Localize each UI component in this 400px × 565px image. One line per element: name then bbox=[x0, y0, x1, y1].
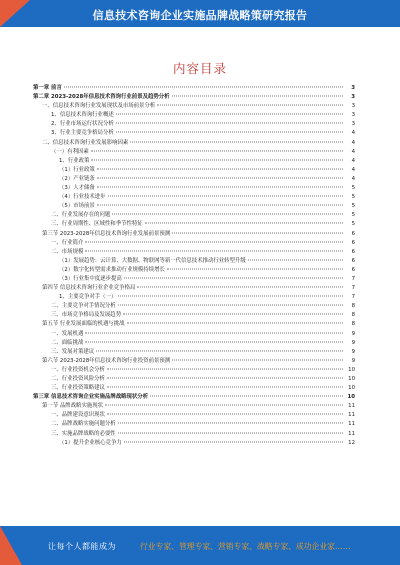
dot-leader bbox=[107, 414, 343, 415]
toc-entry[interactable] bbox=[33, 139, 355, 148]
toc-entry[interactable] bbox=[33, 166, 355, 175]
dot-leader bbox=[112, 214, 343, 215]
toc-entry-title: 第六节 2023-2028年信息技术咨询行业投资前景预测 bbox=[42, 357, 171, 364]
toc-entry-title: 二、主要竞争对手情况分析 bbox=[51, 303, 116, 310]
dot-leader bbox=[118, 305, 343, 306]
dot-leader bbox=[172, 359, 343, 360]
toc-entry-page: 3 bbox=[351, 121, 355, 128]
dot-leader bbox=[130, 141, 343, 142]
toc-entry[interactable] bbox=[33, 129, 355, 138]
toc-entry-title: 2、行业市场运行状况分析 bbox=[51, 121, 114, 128]
toc-entry-title: 二、行业发展存在的问题 bbox=[51, 212, 111, 219]
toc-entry[interactable] bbox=[33, 93, 355, 102]
toc-entry[interactable] bbox=[33, 211, 355, 220]
toc-entry-page: 11 bbox=[348, 403, 355, 410]
toc-entry[interactable] bbox=[33, 430, 355, 439]
toc-entry[interactable] bbox=[33, 293, 355, 302]
dot-leader bbox=[157, 105, 343, 106]
toc-entry-page: 12 bbox=[348, 439, 355, 446]
toc-entry-page: 4 bbox=[351, 157, 355, 164]
toc-entry[interactable] bbox=[33, 384, 355, 393]
toc-entry-title: 第二章 2023-2028年信息技术咨询行业前景及趋势分析 bbox=[33, 94, 170, 101]
toc-entry-page: 11 bbox=[348, 430, 355, 437]
toc-entry-title: 二、信息技术咨询行业发展影响因素 bbox=[42, 139, 129, 146]
toc-entry[interactable] bbox=[33, 320, 355, 329]
toc-entry-page: 6 bbox=[351, 248, 355, 255]
toc-entry-title: 第三章 信息技术咨询企业实施品牌战略现状分析 bbox=[33, 394, 149, 401]
toc-entry-title: 二、面临挑战 bbox=[51, 339, 84, 346]
toc-entry-title: （2）产业链条 bbox=[59, 175, 95, 182]
dot-leader bbox=[123, 314, 343, 315]
toc-entry-page: 10 bbox=[348, 385, 355, 392]
toc-entry-title: （3）行业集中度逐步提高 bbox=[59, 275, 122, 282]
toc-entry-title: 第一节 品牌战略实施现状 bbox=[42, 403, 104, 410]
dot-leader bbox=[96, 350, 343, 351]
toc-entry-page: 7 bbox=[351, 285, 355, 292]
toc-entry-page: 6 bbox=[351, 266, 355, 273]
toc-entry-page: 8 bbox=[351, 312, 355, 319]
toc-entry[interactable] bbox=[33, 302, 355, 311]
toc-entry-title: 三、发展对策建议 bbox=[51, 348, 95, 355]
toc-entry[interactable] bbox=[33, 375, 355, 384]
toc-entry-page: 5 bbox=[351, 185, 355, 192]
dot-leader bbox=[137, 287, 343, 288]
toc-entry[interactable] bbox=[33, 284, 355, 293]
footer-roles: 行业专家、管理专家、营销专家、战略专家、成功企业家…… bbox=[140, 542, 351, 551]
dot-leader bbox=[108, 196, 343, 197]
dot-leader bbox=[91, 150, 343, 151]
dot-leader bbox=[150, 396, 343, 397]
report-title: 信息技术咨询企业实施品牌战略策研究报告 bbox=[92, 9, 308, 22]
toc-entry-title: 1、主要竞争对手（一） bbox=[59, 294, 117, 301]
toc-entry[interactable] bbox=[33, 393, 355, 402]
toc-entry-page: 9 bbox=[351, 339, 355, 346]
toc-entry[interactable] bbox=[33, 420, 355, 429]
toc-entry-page: 4 bbox=[351, 175, 355, 182]
toc-entry-page: 5 bbox=[351, 203, 355, 210]
toc-entry-title: 三、实施品牌战略的必要性 bbox=[51, 430, 116, 437]
toc-entry-page: 9 bbox=[351, 330, 355, 337]
toc-entry-title: （1）行业政策 bbox=[59, 166, 95, 173]
toc-entry-page: 9 bbox=[351, 348, 355, 355]
dot-leader bbox=[118, 432, 343, 433]
toc-entry[interactable] bbox=[33, 84, 355, 93]
toc-entry[interactable] bbox=[33, 330, 355, 339]
toc-entry[interactable] bbox=[33, 148, 355, 157]
toc-entry-title: （3）人才储备 bbox=[59, 185, 95, 192]
dot-leader bbox=[97, 168, 343, 169]
toc-entry-page: 6 bbox=[351, 230, 355, 237]
toc-heading: 内容目录 bbox=[172, 61, 227, 76]
dot-leader bbox=[116, 132, 343, 133]
toc-entry[interactable] bbox=[33, 257, 355, 266]
toc-entry[interactable] bbox=[33, 220, 355, 229]
dot-leader bbox=[118, 296, 343, 297]
toc-entry-title: 第四节 信息技术咨询行业企业竞争格局 bbox=[42, 285, 136, 292]
toc-entry-page: 6 bbox=[351, 239, 355, 246]
table-of-contents bbox=[33, 84, 355, 448]
dot-leader bbox=[97, 177, 343, 178]
toc-entry[interactable] bbox=[33, 357, 355, 366]
toc-entry-title: 一、行业简介 bbox=[51, 239, 84, 246]
toc-entry[interactable] bbox=[33, 348, 355, 357]
toc-entry-page: 5 bbox=[351, 194, 355, 201]
toc-entry-title: 1、行业政策 bbox=[59, 157, 90, 164]
dot-leader bbox=[145, 223, 343, 224]
toc-entry-title: （1）发展趋势：云计算、大数据、物联网等新一代信息技术推动行业转型升级 bbox=[59, 257, 246, 264]
dot-leader bbox=[107, 378, 343, 379]
toc-entry-page: 6 bbox=[351, 257, 355, 264]
toc-entry-title: 一、品牌建设意识现状 bbox=[51, 412, 105, 419]
toc-entry[interactable] bbox=[33, 339, 355, 348]
toc-entry-page: 5 bbox=[351, 212, 355, 219]
toc-entry-title: （2）数字化转型需求推动行业规模持续增长 bbox=[59, 266, 165, 273]
toc-entry-page: 10 bbox=[348, 376, 355, 382]
dot-leader bbox=[124, 277, 343, 278]
toc-entry-title: 一、信息技术咨询行业发展现状及市场前景分析 bbox=[42, 103, 156, 110]
footer-corner-accent bbox=[0, 526, 22, 565]
toc-entry[interactable] bbox=[33, 239, 355, 248]
dot-leader bbox=[85, 250, 343, 251]
page-footer bbox=[0, 526, 400, 565]
toc-entry-title: 第一章 前言 bbox=[33, 85, 62, 91]
toc-entry-title: 一、行业投资机会分析 bbox=[51, 366, 105, 373]
toc-entry-page: 3 bbox=[351, 103, 355, 110]
toc-entry-page: 10 bbox=[348, 366, 355, 373]
dot-leader bbox=[124, 441, 343, 442]
toc-entry[interactable] bbox=[33, 157, 355, 166]
toc-entry-page: 4 bbox=[351, 139, 355, 146]
toc-entry-title: 第三节 2023-2028年信息技术咨询行业发展前景预测 bbox=[42, 230, 171, 237]
toc-entry-title: 第五节 行业发展面临的机遇与挑战 bbox=[42, 321, 125, 328]
toc-entry-title: 3、行业主要竞争格局分析 bbox=[51, 130, 114, 137]
toc-entry[interactable] bbox=[33, 175, 355, 184]
toc-entry-page: 3 bbox=[351, 85, 355, 91]
toc-entry[interactable] bbox=[33, 266, 355, 275]
toc-entry[interactable] bbox=[33, 366, 355, 375]
toc-entry-page: 4 bbox=[351, 148, 355, 155]
toc-entry-page: 5 bbox=[351, 221, 355, 228]
toc-entry[interactable] bbox=[33, 439, 355, 448]
dot-leader bbox=[97, 187, 343, 188]
toc-entry[interactable] bbox=[33, 120, 355, 129]
toc-entry-title: 三、行业周期性、区域性和季节性特征 bbox=[51, 221, 143, 228]
dot-leader bbox=[85, 332, 343, 333]
page-header bbox=[0, 0, 400, 27]
toc-entry-title: （4）行业技术进步 bbox=[59, 194, 106, 201]
toc-entry-page: 4 bbox=[351, 130, 355, 137]
toc-entry-title: 1、信息技术咨询行业概述 bbox=[51, 112, 114, 119]
toc-entry-title: 二、行业投资风险分析 bbox=[51, 376, 105, 382]
dot-leader bbox=[167, 268, 343, 269]
toc-entry-page: 4 bbox=[351, 166, 355, 173]
toc-entry-page: 7 bbox=[351, 275, 355, 282]
toc-entry[interactable] bbox=[33, 402, 355, 411]
toc-entry[interactable] bbox=[33, 230, 355, 239]
toc-entry-page: 10 bbox=[347, 394, 355, 401]
dot-leader bbox=[248, 259, 343, 260]
toc-entry-page: 3 bbox=[351, 112, 355, 119]
toc-entry-page: 11 bbox=[348, 412, 355, 419]
toc-entry[interactable] bbox=[33, 411, 355, 420]
dot-leader bbox=[116, 114, 343, 115]
toc-entry[interactable] bbox=[33, 184, 355, 193]
toc-entry-page: 11 bbox=[348, 421, 355, 428]
toc-entry[interactable] bbox=[33, 102, 355, 111]
toc-entry[interactable] bbox=[33, 193, 355, 202]
toc-entry[interactable] bbox=[33, 275, 355, 284]
dot-leader bbox=[127, 323, 343, 324]
toc-entry-title: （1）提升企业核心竞争力 bbox=[59, 439, 122, 446]
toc-entry-title: 三、市场竞争格局及发展趋势 bbox=[51, 312, 122, 319]
toc-entry-title: 一、发展机遇 bbox=[51, 330, 84, 337]
toc-entry[interactable] bbox=[33, 248, 355, 257]
toc-entry-title: 二、市场规模 bbox=[51, 248, 84, 255]
dot-leader bbox=[85, 341, 343, 342]
toc-entry-page: 3 bbox=[351, 94, 355, 101]
toc-entry-page: 9 bbox=[351, 357, 355, 364]
dot-leader bbox=[91, 159, 343, 160]
footer-slogan: 让每个人都能成为 bbox=[48, 542, 116, 551]
toc-entry-title: （5）市场前景 bbox=[59, 203, 95, 210]
dot-leader bbox=[172, 96, 343, 97]
toc-entry[interactable] bbox=[33, 111, 355, 120]
toc-entry-title: 三、行业投资策略建议 bbox=[51, 385, 105, 392]
toc-entry-page: 7 bbox=[351, 294, 355, 301]
toc-entry-title: （一）有利因素 bbox=[51, 148, 89, 155]
toc-entry[interactable] bbox=[33, 311, 355, 320]
dot-leader bbox=[107, 387, 343, 388]
dot-leader bbox=[105, 405, 343, 406]
dot-leader bbox=[118, 423, 343, 424]
dot-leader bbox=[116, 123, 343, 124]
toc-entry-page: 8 bbox=[351, 303, 355, 310]
toc-entry-title: 二、品牌战略实施问题分析 bbox=[51, 421, 116, 428]
dot-leader bbox=[64, 87, 343, 88]
dot-leader bbox=[85, 241, 343, 242]
toc-entry[interactable] bbox=[33, 202, 355, 211]
dot-leader bbox=[97, 205, 343, 206]
dot-leader bbox=[107, 368, 343, 369]
dot-leader bbox=[172, 232, 343, 233]
toc-entry-page: 8 bbox=[351, 321, 355, 328]
